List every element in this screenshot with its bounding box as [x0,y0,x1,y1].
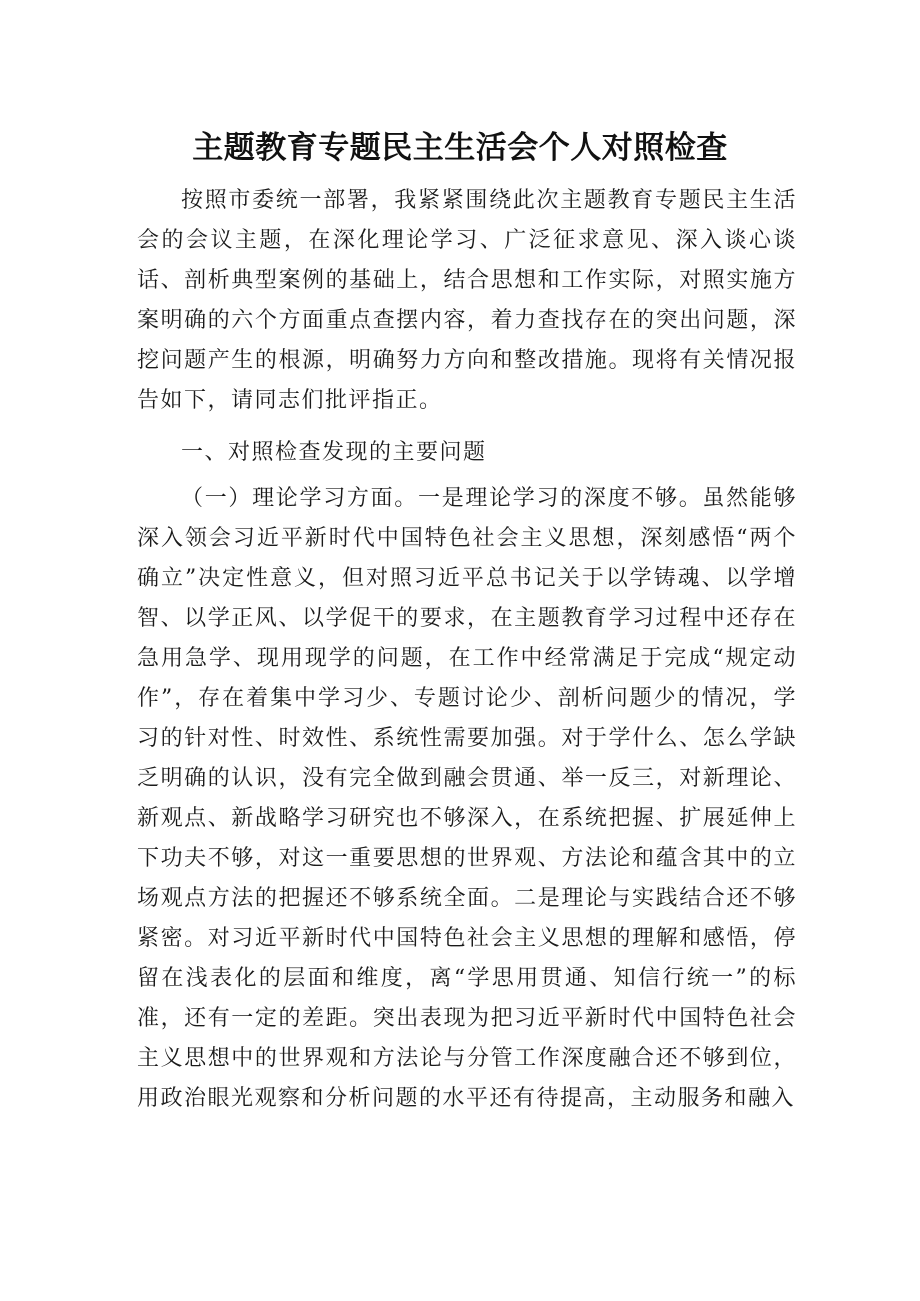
document-title: 主题教育专题民主生活会个人对照检查 [192,130,728,166]
document-body [137,181,797,1119]
intro-paragraph: 按照市委统一部署，我紧紧围绕此次主题教育专题民主生活会的会议主题，在深化理论学习、广泛征求意见、深入谈心谈话、剖析典型案例的基础上，结合思想和工作实际，对照实施方案明确的六个方面重点查摆内容，着力查找存在的突出问题，深挖问题产生的根源，明确努力方向和整改措施。现将有关情况报告如下，请同志们批评指正。 [137,188,797,413]
section-heading: 一、对照检查发现的主要问题 [181,440,487,465]
subsection-paragraph: （一）理论学习方面。一是理论学习的深度不够。虽然能够深入领会习近平新时代中国特色社会主义思想，深刻感悟“两个确立”决定性意义，但对照习近平总书记关于以学铸魂、以学增智、以学正风、以学促干的要求，在主题教育学习过程中还存在急用急学、现用现学的问题，在工作中经常满足于完成“规定动作”，存在着集中学习少、专题讨论少、剖析问题少的情况，学习的针对性、时效性、系统性需要加强。对于学什么、怎么学缺乏明确的认识，没有完全做到融会贯通、举一反三，对新理论、新观点、新战略学习研究也不够深入，在系统把握、扩展延伸上下功夫不够，对这一重要思想的世界观、方法论和蕴含其中的立场观点方法的把握还不够系统全面。二是理论与实践结合还不够紧密。对习近平新时代中国特色社会主义思想的理解和感悟，停留在浅表化的层面和维度，离“学思用贯通、知信行统一”的标准，还有一定的差距。突出表现为把习近平新时代中国特色社会主义思想中的世界观和方法论与分管工作深度融合还不够到位，用政治眼光观察和分析问题的水平还有待提高，主动服务和融入 [137,486,797,1111]
